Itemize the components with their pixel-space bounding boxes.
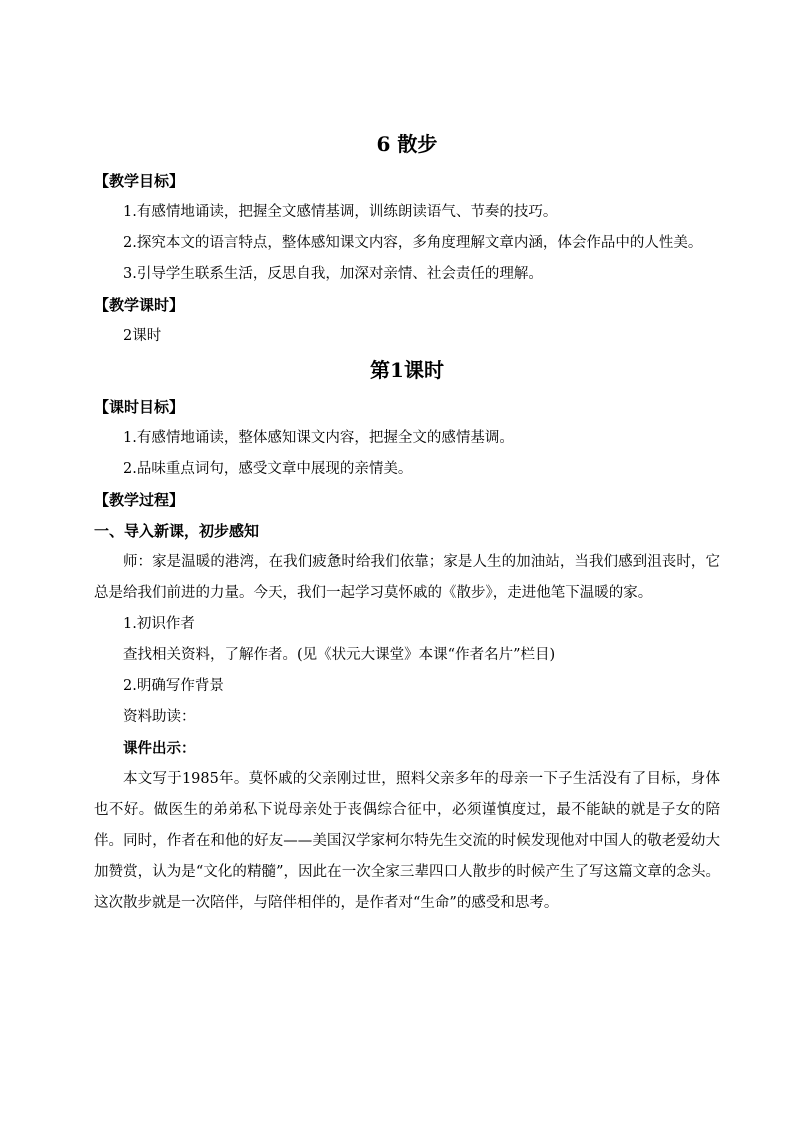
step-2-label: 2.明确写作背景 xyxy=(123,678,224,694)
lesson-goal-item-1: 1.有感情地诵读，整体感知课文内容，把握全文的感情基调。 xyxy=(123,430,514,446)
intro-paragraph: 师：家是温暖的港湾，在我们疲惫时给我们依靠；家是人生的加油站，当我们感到沮丧时，它总是给我们前进的力量。今天，我们一起学习莫怀戚的《散步》，走进他笔下温暖的家。 xyxy=(94,554,720,601)
step-1-label: 1.初识作者 xyxy=(123,616,195,632)
lesson-title: 第1课时 xyxy=(370,358,444,382)
goal-item-1: 1.有感情地诵读，把握全文感情基调，训练朗读语气、节奏的技巧。 xyxy=(123,204,558,220)
material-label: 资料助读： xyxy=(123,709,196,725)
lesson-goal-item-2: 2.品味重点词句，感受文章中展现的亲情美。 xyxy=(123,461,413,477)
heading-teaching-process: 【教学过程】 xyxy=(94,491,185,509)
step-1-detail: 查找相关资料，了解作者。(见《状元大课堂》本课“作者名片”栏目) xyxy=(123,647,556,663)
document-title: 6 散步 xyxy=(376,132,438,156)
heading-teaching-goals: 【教学目标】 xyxy=(94,172,185,190)
document-body xyxy=(94,128,720,919)
courseware-label: 课件出示： xyxy=(123,740,196,757)
heading-teaching-hours: 【教学课时】 xyxy=(94,296,185,314)
teaching-hours-value: 2课时 xyxy=(123,328,162,344)
background-paragraph: 本文写于1985年。莫怀戚的父亲刚过世，照料父亲多年的母亲一下子生活没有了目标，身体也不好。做医生的弟弟私下说母亲处于丧偶综合征中，必须谨慎度过，最不能缺的就是子女的陪伴。同时，作者在和他的好友——美国汉学家柯尔特先生交流的时候发现他对中国人的敬老爱幼大加赞赏，认为是“文化的精髓”，因此在一次全家三辈四口人散步的时候产生了写这篇文章的念头。这次散步就是一次陪伴，与陪伴相伴的，是作者对“生命”的感受和思考。 xyxy=(94,771,720,911)
goal-item-2: 2.探究本文的语言特点，整体感知课文内容，多角度理解文章内涵，体会作品中的人性美。 xyxy=(123,235,703,251)
section-one-heading: 一、导入新课，初步感知 xyxy=(94,522,260,540)
goal-item-3: 3.引导学生联系生活，反思自我，加深对亲情、社会责任的理解。 xyxy=(123,266,543,282)
heading-lesson-goals: 【课时目标】 xyxy=(94,398,185,416)
